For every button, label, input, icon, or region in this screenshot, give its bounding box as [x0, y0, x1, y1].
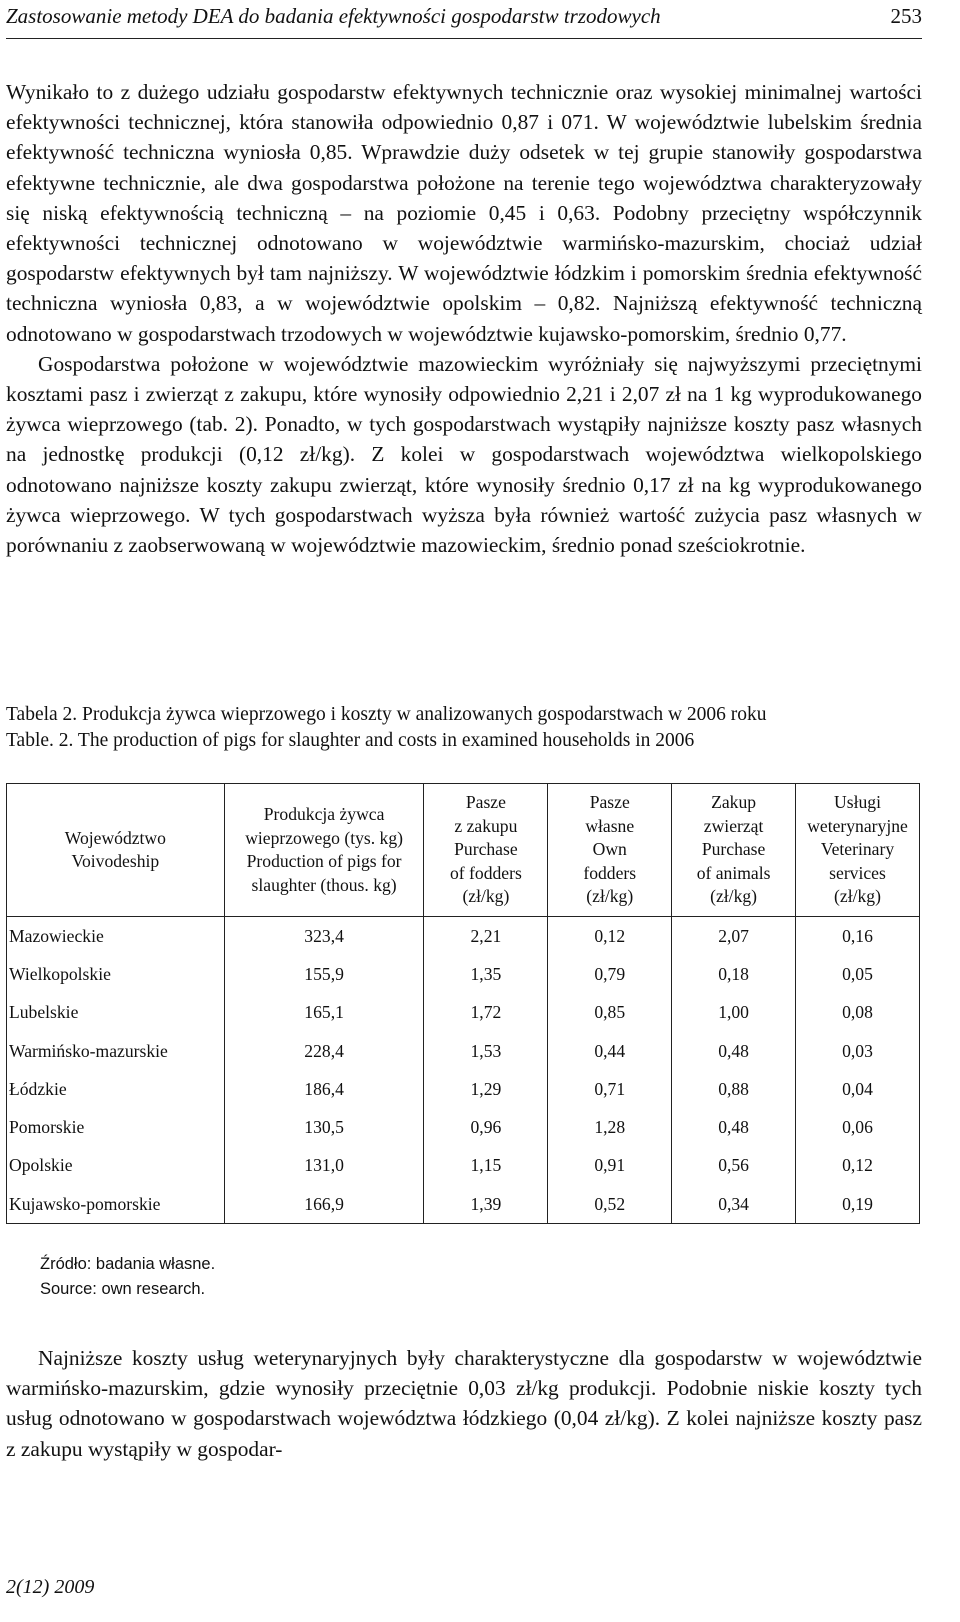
table-caption-en: Table. 2. The production of pigs for slaughter and costs in examined households in 2006 [6, 730, 695, 751]
row-label: Lubelskie [7, 994, 225, 1032]
table-cell: 1,35 [424, 955, 548, 993]
table-row [7, 1070, 920, 1108]
table-cell: 0,12 [548, 917, 672, 956]
table-cell: 0,44 [548, 1032, 672, 1070]
table-cell: 1,00 [672, 994, 796, 1032]
column-header [548, 784, 672, 917]
issue-footer: 2(12) 2009 [6, 1576, 95, 1598]
body-text-top [6, 77, 922, 560]
table-cell: 0,52 [548, 1185, 672, 1224]
source-en: Source: own research. [40, 1280, 206, 1298]
column-header [7, 784, 225, 917]
table-cell: 0,05 [796, 955, 920, 993]
column-header-line: wieprzowego (tys. kg) [245, 827, 403, 848]
table-cell: 0,56 [672, 1147, 796, 1185]
table-cell: 228,4 [224, 1032, 424, 1070]
table-cell: 0,08 [796, 994, 920, 1032]
column-header-line: Pasze [589, 792, 630, 813]
row-label: Opolskie [7, 1147, 225, 1185]
table-caption [6, 702, 922, 754]
column-header-line: Veterinary [820, 839, 895, 860]
row-label: Kujawsko-pomorskie [7, 1185, 225, 1224]
table-cell: 1,28 [548, 1108, 672, 1146]
table-cell: 0,18 [672, 955, 796, 993]
column-header-line: Produkcja żywca [263, 804, 385, 824]
table-row [7, 1032, 920, 1070]
table-cell: 0,91 [548, 1147, 672, 1185]
body-text-bottom [6, 1343, 922, 1464]
running-title: Zastosowanie metody DEA do badania efektywności gospodarstw trzodowych [6, 4, 661, 28]
table-row [7, 1185, 920, 1224]
column-header-line: własne [585, 815, 635, 836]
table-row [7, 917, 920, 956]
column-header-line: fodders [583, 862, 637, 883]
row-label: Wielkopolskie [7, 955, 225, 993]
table-row [7, 994, 920, 1032]
table-cell: 1,29 [424, 1070, 548, 1108]
table-cell: 0,88 [672, 1070, 796, 1108]
table-cell: 166,9 [224, 1185, 424, 1224]
column-header-line: Production of pigs for [246, 851, 402, 871]
column-header-line: zwierząt [703, 815, 764, 836]
table-caption-pl: Tabela 2. Produkcja żywca wieprzowego i koszty w analizowanych gospodarstwach w 2006 roku [6, 704, 767, 725]
row-label: Pomorskie [7, 1108, 225, 1146]
column-header-line: Usługi [834, 792, 881, 813]
column-header-line: of animals [696, 862, 771, 883]
source-pl: Źródło: badania własne. [40, 1255, 216, 1273]
table-header-row [7, 784, 920, 917]
column-header-line: Województwo [64, 827, 166, 848]
column-header [224, 784, 424, 917]
column-header [672, 784, 796, 917]
paragraph: Wynikało to z dużego udziału gospodarstw efektywnych technicznie oraz wysokiej minimalnej wartości efektywności technicznej, która stanowiła odpowiednio 0,87 i 071. W województwie lubelskim średnia efektywność techniczna wyniosła 0,85. Wprawdzie duży odsetek w tej grupie stanowiły gospodarstwa efektywne technicznie, ale dwa gospodarstwa położone na terenie tego województwa charakteryzowały się niską efektywnością techniczną – na poziomie 0,45 i 0,63. Podobny przeciętny współczynnik efektywności technicznej odnotowano w województwie warmińsko-mazurskim, chociaż udział gospodarstw efektywnych był tam najniższy. W województwie łódzkim i pomorskim średnia efektywność techniczna wyniosła 0,83, a w województwie opolskim – 0,82. Najniższą efektywność techniczną odnotowano w gospodarstwach trzodowych w województwie kujawsko-pomorskim, średnio 0,77. [6, 80, 922, 346]
column-header [424, 784, 548, 917]
table-cell: 165,1 [224, 994, 424, 1032]
data-table [6, 783, 920, 1224]
table-cell: 323,4 [224, 917, 424, 956]
column-header-line: (zł/kg) [834, 886, 881, 907]
table-cell: 0,48 [672, 1108, 796, 1146]
table-cell: 130,5 [224, 1108, 424, 1146]
column-header-line: z zakupu [454, 815, 518, 836]
table-cell: 1,15 [424, 1147, 548, 1185]
table-cell: 1,72 [424, 994, 548, 1032]
column-header-line: of fodders [449, 862, 522, 883]
table-cell: 0,71 [548, 1070, 672, 1108]
table-cell: 2,21 [424, 917, 548, 956]
table-cell: 186,4 [224, 1070, 424, 1108]
table-cell: 0,06 [796, 1108, 920, 1146]
page-number: 253 [890, 4, 922, 28]
column-header [796, 784, 920, 917]
row-label: Łódzkie [7, 1070, 225, 1108]
paragraph: Gospodarstwa położone w województwie mazowieckim wyróżniały się najwyższymi przeciętnymi kosztami pasz i zwierząt z zakupu, które wynosiły odpowiednio 2,21 i 2,07 zł na 1 kg wyprodukowanego żywca wieprzowego (tab. 2). Ponadto, w tych gospodarstwach wystąpiły najniższe koszty pasz własnych na jednostkę produkcji (0,12 zł/kg). Z kolei w gospodarstwach województwa wielkopolskiego odnotowano najniższe koszty zakupu zwierząt, które wynosiły średnio 0,17 zł na kg wyprodukowanego żywca wieprzowego. W tych gospodarstwach wyższa była również wartość zużycia pasz własnych w porównaniu z zaobserwowaną w województwie mazowieckim, średnio ponad sześciokrotnie. [6, 351, 922, 558]
table-cell: 155,9 [224, 955, 424, 993]
column-header-line: weterynaryjne [807, 815, 908, 836]
table-row [7, 955, 920, 993]
table-source [40, 1252, 215, 1302]
table-cell: 0,79 [548, 955, 672, 993]
column-header-line: Own [592, 839, 627, 860]
column-header-line: (zł/kg) [462, 886, 510, 907]
table-row [7, 1147, 920, 1185]
table-cell: 1,39 [424, 1185, 548, 1224]
row-label: Warmińsko-mazurskie [7, 1032, 225, 1070]
table-cell: 0,16 [796, 917, 920, 956]
table-cell: 0,03 [796, 1032, 920, 1070]
column-header-line: slaughter (thous. kg) [251, 874, 397, 895]
table-row [7, 1108, 920, 1146]
column-header-line: (zł/kg) [586, 886, 634, 907]
row-label: Mazowieckie [7, 917, 225, 956]
table-cell: 1,53 [424, 1032, 548, 1070]
table-cell: 2,07 [672, 917, 796, 956]
column-header-line: Purchase [701, 839, 766, 860]
table-cell: 0,96 [424, 1108, 548, 1146]
table-body [7, 917, 920, 1224]
table-cell: 0,48 [672, 1032, 796, 1070]
column-header-line: Voivodeship [71, 851, 160, 871]
table-cell: 0,19 [796, 1185, 920, 1224]
column-header-line: Purchase [454, 839, 518, 860]
column-header-line: (zł/kg) [710, 886, 758, 907]
column-header-line: Pasze [465, 792, 506, 813]
table-cell: 131,0 [224, 1147, 424, 1185]
table-cell: 0,04 [796, 1070, 920, 1108]
table-cell: 0,85 [548, 994, 672, 1032]
paragraph: Najniższe koszty usług weterynaryjnych były charakterystyczne dla gospodarstw w województwie warmińsko-mazurskim, gdzie wynosiły przeciętnie 0,03 zł/kg produkcji. Podobnie niskie koszty tych usług odnotowano w gospodarstwach województwa łódzkiego (0,04 zł/kg). Z kolei najniższe koszty pasz z zakupu wystąpiły w gospodar- [6, 1346, 922, 1461]
column-header-line: Zakup [711, 792, 757, 813]
table-cell: 0,34 [672, 1185, 796, 1224]
column-header-line: services [829, 862, 886, 883]
running-header [6, 2, 922, 39]
table-cell: 0,12 [796, 1147, 920, 1185]
